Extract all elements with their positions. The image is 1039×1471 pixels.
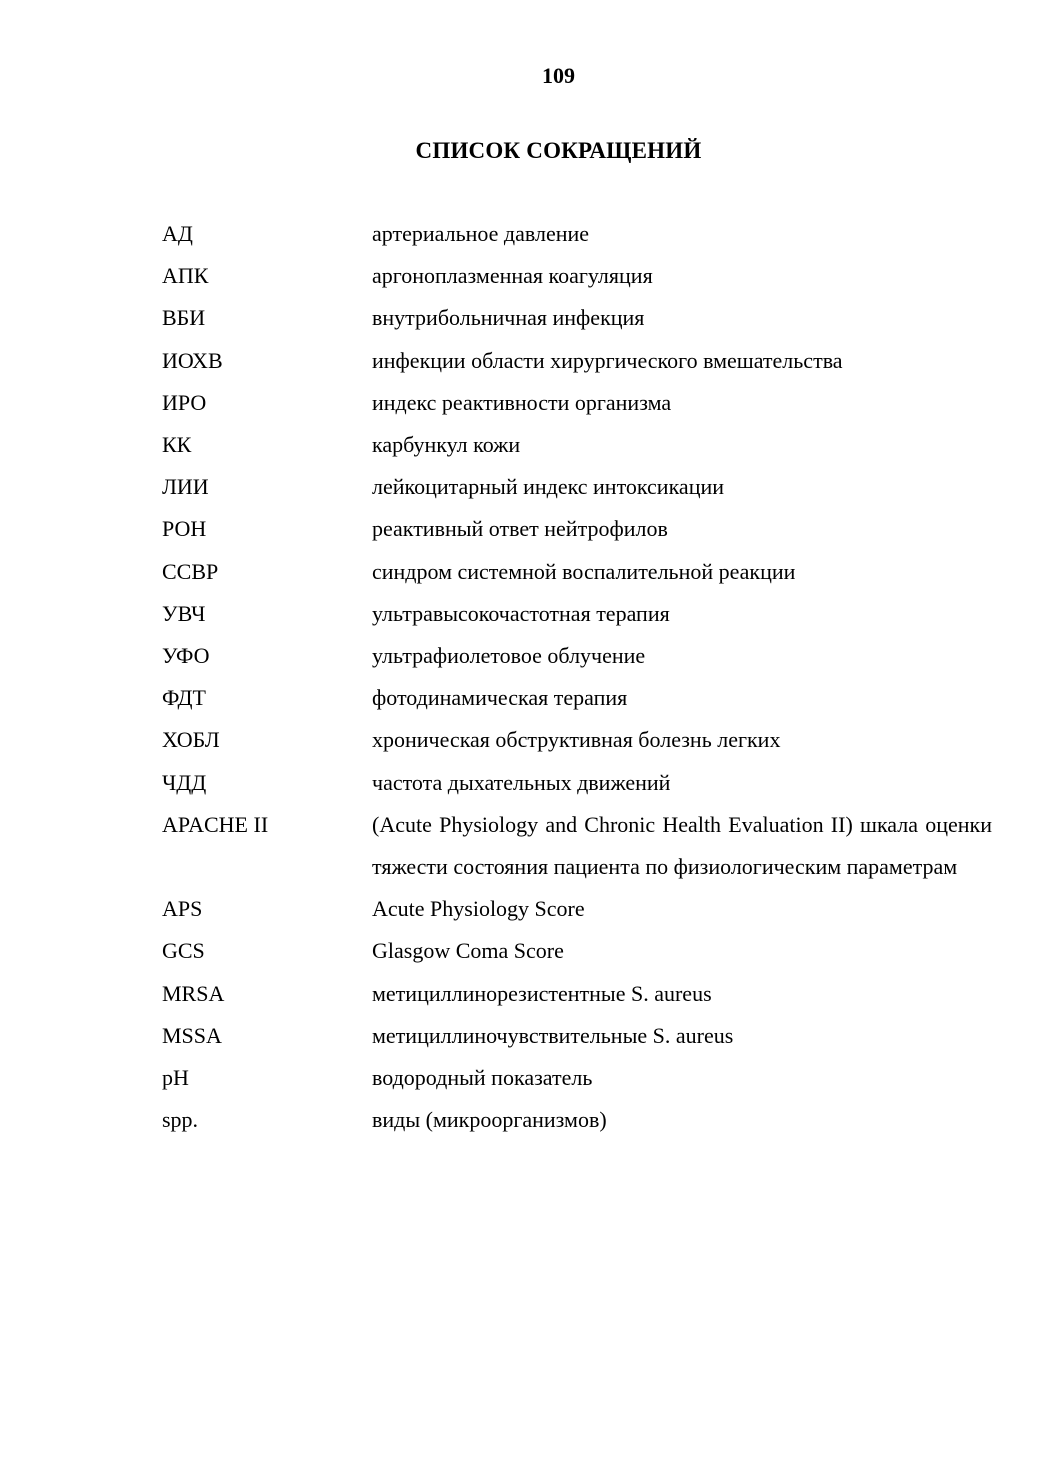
abbreviation-term: АПК <box>162 263 209 289</box>
abbreviation-definition: внутрибольничная инфекция <box>372 305 645 331</box>
abbreviation-term: ХОБЛ <box>162 727 220 753</box>
abbreviation-definition: аргоноплазменная коагуляция <box>372 263 653 289</box>
abbreviation-row <box>162 719 992 761</box>
abbreviation-row <box>162 340 992 382</box>
abbreviation-row <box>162 1015 992 1057</box>
page-title: СПИСОК СОКРАЩЕНИЙ <box>415 138 702 163</box>
abbreviation-definition: Glasgow Coma Score <box>372 938 564 964</box>
abbreviation-term: КК <box>162 432 192 458</box>
abbreviation-row <box>162 382 992 424</box>
abbreviation-definition: частота дыхательных движений <box>372 769 671 795</box>
abbreviation-definition: метициллиночувствительные S. aureus <box>372 1022 734 1048</box>
abbreviation-row <box>162 677 992 719</box>
abbreviation-definition: ультрафиолетовое облучение <box>372 643 646 669</box>
abbreviation-term: APS <box>162 896 203 922</box>
abbreviation-definition: лейкоцитарный индекс интоксикации <box>372 474 725 500</box>
abbreviation-term: ИОХВ <box>162 347 223 373</box>
abbreviation-row <box>162 508 992 550</box>
abbreviation-definition: водородный показатель <box>372 1065 593 1091</box>
abbreviation-row <box>162 213 992 255</box>
abbreviation-definition: индекс реактивности организма <box>372 389 672 415</box>
abbreviation-row <box>162 1099 992 1141</box>
abbreviation-term: УВЧ <box>162 600 206 626</box>
abbreviation-term: АД <box>162 221 193 246</box>
abbreviation-term: ССВР <box>162 558 219 584</box>
abbreviation-term: РОН <box>162 516 207 542</box>
abbreviation-definition: виды (микроорганизмов) <box>372 1107 607 1133</box>
abbreviation-row <box>162 973 992 1015</box>
abbreviation-term: ВБИ <box>162 305 206 331</box>
abbreviation-row <box>162 930 992 972</box>
abbreviation-term: MSSA <box>162 1022 222 1048</box>
abbreviation-term: APACHE II <box>162 811 269 837</box>
abbreviation-row <box>162 466 992 508</box>
abbreviation-term: УФО <box>162 643 210 669</box>
abbreviation-row <box>162 888 992 930</box>
page-number: 109 <box>542 63 575 88</box>
abbreviation-definition: фотодинамическая терапия <box>372 685 628 711</box>
abbreviation-definition: ультравысокочастотная терапия <box>372 600 670 626</box>
abbreviation-term: ИРО <box>162 389 207 415</box>
abbreviation-row <box>162 804 992 888</box>
abbreviation-term: ЛИИ <box>162 474 209 500</box>
abbreviation-definition: хроническая обструктивная болезнь легких <box>372 727 781 753</box>
abbreviation-list <box>162 213 992 1141</box>
abbreviation-definition: синдром системной воспалительной реакции <box>372 558 796 584</box>
abbreviation-term: pH <box>162 1065 189 1091</box>
abbreviation-definition: артериальное давление <box>372 221 590 246</box>
abbreviation-row <box>162 551 992 593</box>
abbreviation-row <box>162 635 992 677</box>
abbreviation-row <box>162 1057 992 1099</box>
abbreviation-definition: (Acute Physiology and Chronic Health Evaluation II) шкала оценки тяжести состояния пациента по физиологическим параметрам <box>372 811 992 880</box>
abbreviation-term: ЧДД <box>162 769 207 795</box>
abbreviation-term: spp. <box>162 1107 199 1133</box>
abbreviation-definition: Acute Physiology Score <box>372 896 585 922</box>
abbreviation-term: GCS <box>162 938 205 964</box>
abbreviation-definition: инфекции области хирургического вмешательства <box>372 347 843 373</box>
abbreviation-definition: карбункул кожи <box>372 432 521 458</box>
abbreviation-row <box>162 424 992 466</box>
abbreviation-term: ФДТ <box>162 685 206 711</box>
abbreviation-term: MRSA <box>162 980 225 1006</box>
abbreviation-row <box>162 593 992 635</box>
abbreviation-row <box>162 255 992 297</box>
abbreviation-row <box>162 762 992 804</box>
abbreviation-definition: метициллинорезистентные S. aureus <box>372 980 712 1006</box>
abbreviation-definition: реактивный ответ нейтрофилов <box>372 516 668 542</box>
abbreviation-row <box>162 297 992 339</box>
